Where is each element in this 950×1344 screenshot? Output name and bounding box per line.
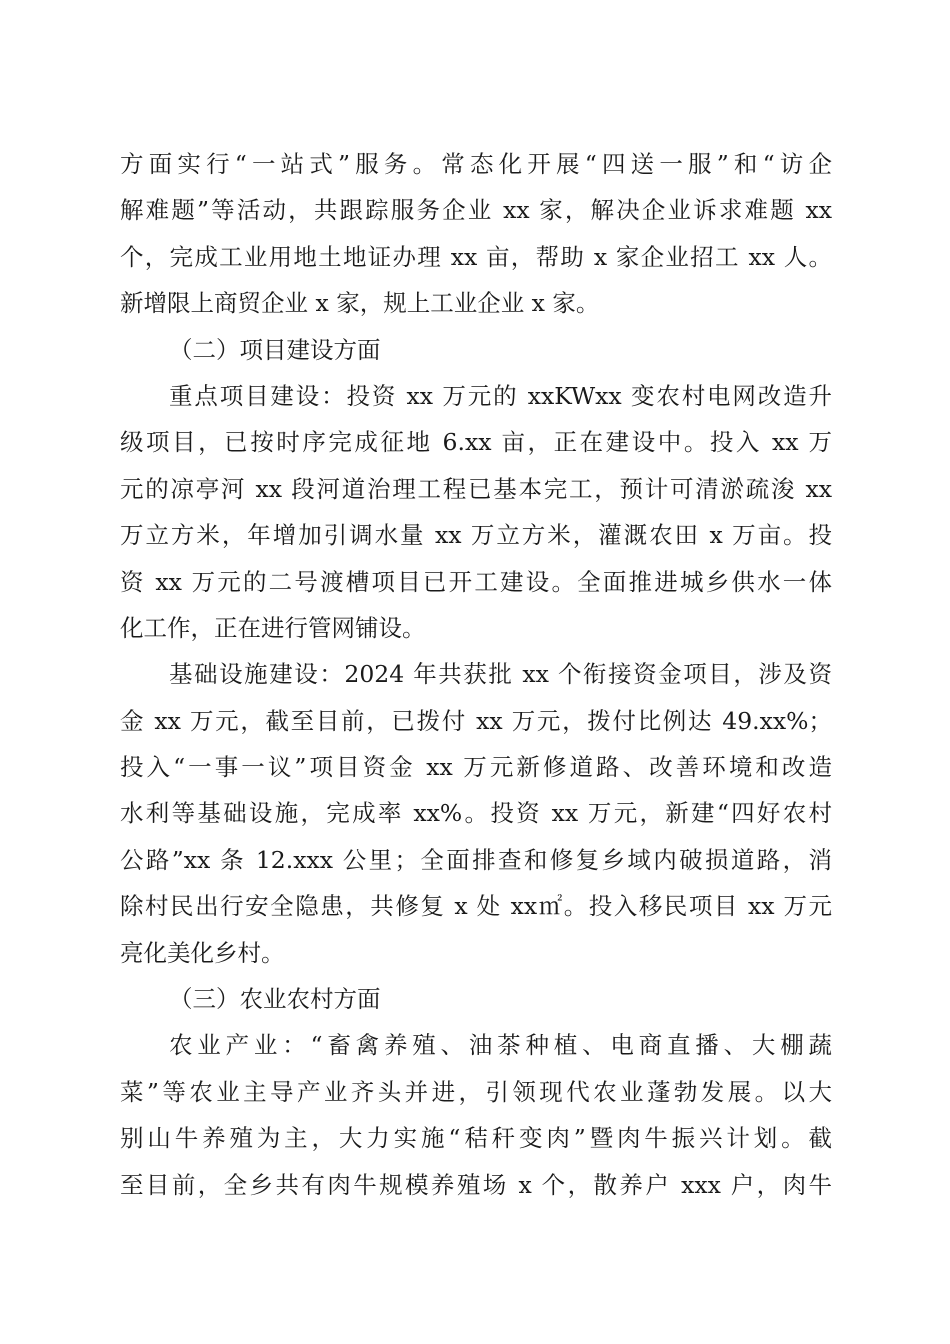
- document-body: [120, 141, 832, 1208]
- text-line: 菜”等农业主导产业齐头并进，引领现代农业蓬勃发展。以大: [120, 1077, 832, 1106]
- section-heading: （三）农业农村方面: [169, 985, 381, 1014]
- text-line: 至目前，全乡共有肉牛规模养殖场 x 个，散养户 xxx 户，肉牛: [120, 1170, 832, 1199]
- text-line: 万立方米，年增加引调水量 xx 万立方米，灌溉农田 x 万亩。投: [120, 521, 832, 550]
- text-line: 亮化美化乡村。: [120, 938, 285, 967]
- text-line: 新增限上商贸企业 x 家，规上工业企业 x 家。: [120, 289, 600, 318]
- text-line: 别山牛养殖为主，大力实施“秸秆变肉”暨肉牛振兴计划。截: [120, 1124, 832, 1153]
- paragraph-first-line: 重点项目建设：投资 xx 万元的 xxKWxx 变农村电网改造升: [169, 381, 832, 410]
- text-line: 元的凉亭河 xx 段河道治理工程已基本完工，预计可清淤疏浚 xx: [120, 474, 832, 503]
- text-line: 公路”xx 条 12.xxx 公里；全面排查和修复乡域内破损道路，消: [120, 845, 832, 874]
- text-line: 水利等基础设施，完成率 xx%。投资 xx 万元，新建“四好农村: [120, 799, 832, 828]
- paragraph-first-line: 基础设施建设：2024 年共获批 xx 个衔接资金项目，涉及资: [169, 660, 832, 689]
- text-line: 资 xx 万元的二号渡槽项目已开工建设。全面推进城乡供水一体: [120, 567, 832, 596]
- text-line: 方面实行“一站式”服务。常态化开展“四送一服”和“访企: [120, 150, 832, 178]
- text-line: 除村民出行安全隐患，共修复 x 处 xx㎡。投入移民项目 xx 万元: [120, 892, 832, 921]
- paragraph-first-line: 农业产业：“畜禽养殖、油茶种植、电商直播、大棚蔬: [169, 1031, 832, 1060]
- text-line: 级项目，已按时序完成征地 6.xx 亩，正在建设中。投入 xx 万: [120, 428, 832, 457]
- text-line: 个，完成工业用地土地证办理 xx 亩，帮助 x 家企业招工 xx 人。: [120, 242, 832, 271]
- text-line: 解难题”等活动，共跟踪服务企业 xx 家，解决企业诉求难题 xx: [120, 196, 832, 225]
- section-heading: （二）项目建设方面: [169, 335, 381, 364]
- text-line: 金 xx 万元，截至目前，已拨付 xx 万元，拨付比例达 49.xx%；: [120, 706, 832, 735]
- text-line: 化工作，正在进行管网铺设。: [120, 613, 426, 642]
- text-line: 投入“一事一议”项目资金 xx 万元新修道路、改善环境和改造: [120, 753, 832, 782]
